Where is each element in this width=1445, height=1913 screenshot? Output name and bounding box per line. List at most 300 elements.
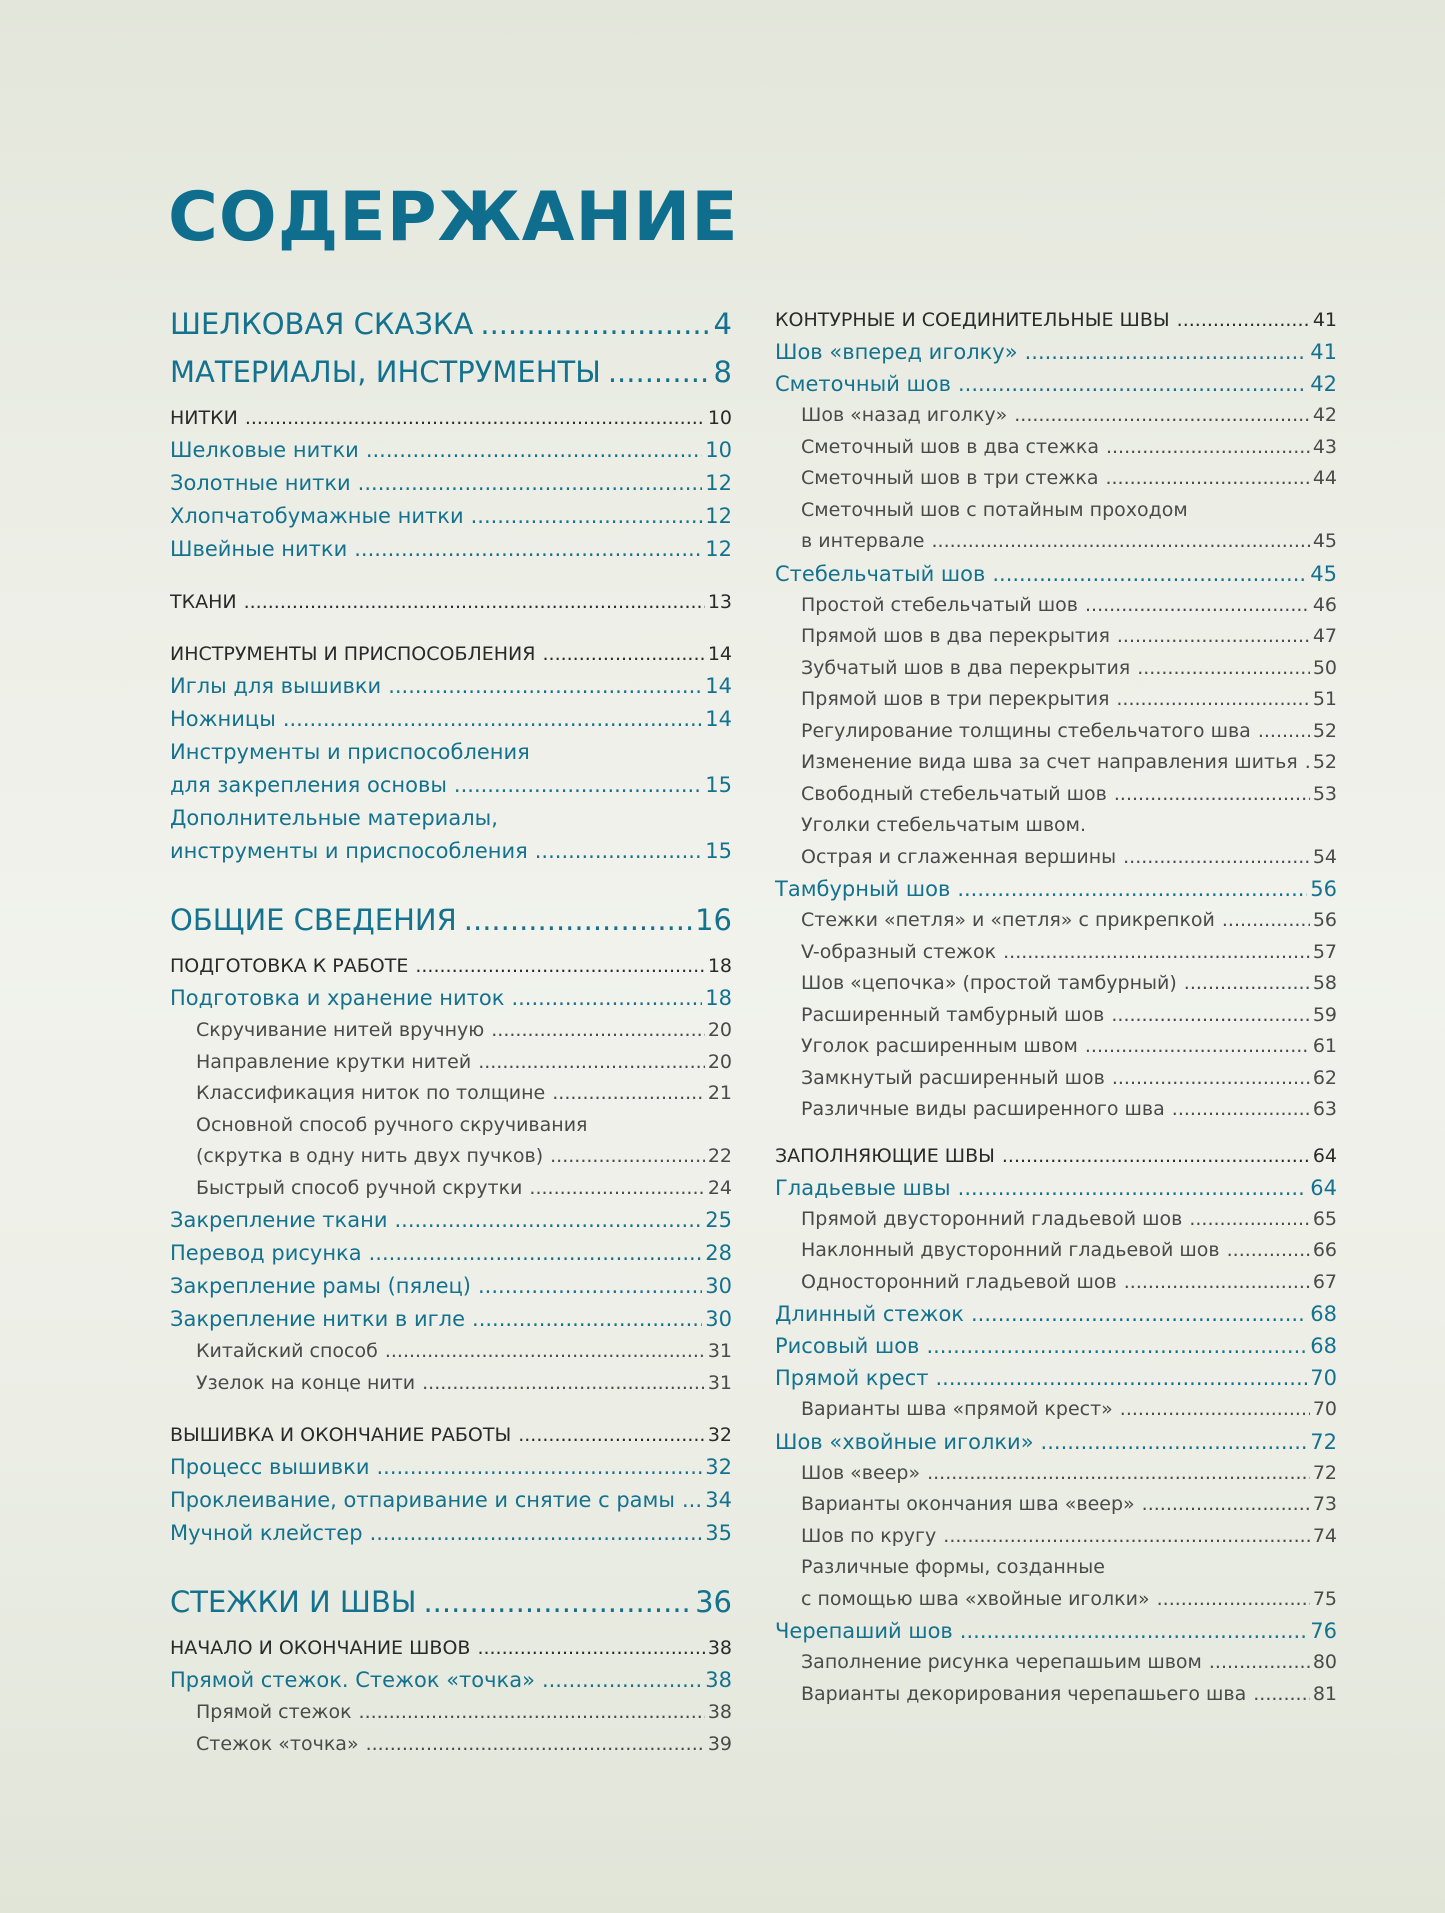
- toc-entry-sub[interactable]: [775, 842, 1337, 874]
- dot-leader: [1025, 336, 1308, 368]
- toc-entry-sub[interactable]: [775, 400, 1337, 432]
- toc-entry-title: Классификация ниток по толщине: [196, 1082, 546, 1104]
- toc-page-number: 68: [1310, 1302, 1337, 1326]
- toc-entry-title: Иглы для вышивки: [170, 674, 382, 698]
- toc-entry-title: Заполнение рисунка черепашьим швом: [801, 1651, 1202, 1673]
- dot-leader: [354, 533, 702, 566]
- dot-leader: [1003, 937, 1310, 969]
- dot-leader: [529, 1173, 704, 1205]
- toc-entry-sub[interactable]: [775, 905, 1337, 937]
- toc-entry-title: ПОДГОТОВКА К РАБОТЕ: [170, 955, 409, 977]
- toc-entry-title: Процесс вышивки: [170, 1455, 370, 1479]
- toc-entry-major[interactable]: [170, 1578, 732, 1626]
- toc-page-number: 38: [707, 1637, 732, 1659]
- dot-leader: [1305, 747, 1310, 779]
- dot-leader: [1116, 684, 1309, 716]
- toc-entry-sub[interactable]: [775, 1094, 1337, 1126]
- toc-entry-title: Острая и сглаженная вершины: [801, 845, 1117, 868]
- dot-leader: [359, 1697, 705, 1729]
- spacer: [170, 1399, 732, 1413]
- toc-entry-sub[interactable]: [775, 1031, 1337, 1063]
- toc-entry-sub[interactable]: [775, 463, 1337, 495]
- toc-entry-title: (скрутка в одну нить двух пучков): [196, 1145, 544, 1167]
- toc-page-number: 12: [705, 471, 732, 495]
- toc-entry-sub[interactable]: [170, 1173, 732, 1205]
- dot-leader: [935, 1362, 1307, 1394]
- dot-leader: [358, 467, 703, 500]
- toc-page-number: 45: [1310, 561, 1337, 586]
- dot-leader: [1111, 1000, 1309, 1032]
- toc-entry-topic[interactable]: [170, 769, 732, 802]
- toc-page-number: 64: [1310, 1175, 1337, 1200]
- dot-leader: [1137, 653, 1310, 685]
- toc-entry-title: ЗАПОЛНЯЮЩИЕ ШВЫ: [775, 1144, 995, 1167]
- dot-leader: [926, 1330, 1307, 1362]
- toc-entry-title: ТКАНИ: [170, 591, 237, 613]
- spacer: [775, 1126, 1337, 1140]
- toc-entry-title: Шов по кругу: [801, 1524, 937, 1547]
- toc-page-number: 41: [1312, 309, 1337, 331]
- dot-leader: [608, 348, 711, 396]
- dot-leader: [477, 1632, 704, 1664]
- toc-entry-title: Стежки «петля» и «петля» с прикрепкой: [801, 909, 1215, 931]
- toc-entry-title: Расширенный тамбурный шов: [801, 1003, 1105, 1026]
- dot-leader: [366, 1729, 705, 1761]
- toc-entry-topic[interactable]: [775, 368, 1337, 400]
- toc-page-number: 62: [1312, 1066, 1337, 1089]
- dot-leader: [1117, 621, 1310, 653]
- toc-page-number: 39: [707, 1732, 732, 1755]
- toc-entry-title: Закрепление рамы (пялец): [170, 1274, 471, 1298]
- toc-page-number: 22: [707, 1145, 732, 1167]
- dot-leader: [682, 1484, 702, 1517]
- toc-page-number: 20: [707, 1019, 732, 1041]
- toc-page-number: 31: [707, 1340, 732, 1362]
- toc-entry-sub[interactable]: [775, 1063, 1337, 1095]
- spacer: [170, 618, 732, 632]
- toc-entry-topic[interactable]: [170, 533, 732, 566]
- dot-leader: [1085, 590, 1310, 622]
- toc-entry-title: МАТЕРИАЛЫ, ИНСТРУМЕНТЫ: [170, 355, 601, 389]
- toc-entry-title: КОНТУРНЫЕ И СОЕДИНИТЕЛЬНЫЕ ШВЫ: [775, 309, 1170, 331]
- dot-leader: [1002, 1140, 1310, 1172]
- toc-entry-topic[interactable]: [170, 500, 732, 533]
- toc-entry-topic[interactable]: [170, 982, 732, 1015]
- toc-entry-sub[interactable]: [170, 1141, 732, 1173]
- toc-entry-section[interactable]: [170, 586, 732, 618]
- toc-page-number: 76: [1310, 1619, 1337, 1643]
- toc-left-column: [170, 300, 732, 1760]
- toc-page-number: 63: [1312, 1098, 1337, 1120]
- dot-leader: [478, 1270, 702, 1303]
- dot-leader: [1258, 716, 1310, 748]
- page-title: СОДЕРЖАНИЕ: [168, 178, 739, 257]
- toc-entry-sub[interactable]: [775, 1235, 1337, 1267]
- dot-leader: [1227, 1235, 1310, 1267]
- dot-leader: [518, 1419, 705, 1451]
- toc-page-number: 72: [1310, 1429, 1337, 1454]
- toc-entry-title: ОБЩИЕ СВЕДЕНИЯ: [170, 903, 457, 937]
- toc-entry-title: Прямой шов в два перекрытия: [801, 625, 1110, 647]
- toc-entry-sub[interactable]: [775, 716, 1337, 748]
- dot-leader: [1209, 1647, 1310, 1679]
- toc-entry-title: Рисовый шов: [775, 1334, 920, 1358]
- toc-entry-title: Узелок на конце нити: [196, 1371, 416, 1394]
- dot-leader: [394, 1204, 702, 1237]
- toc-page-number: 32: [707, 1424, 732, 1446]
- toc-page-number: 44: [1312, 467, 1337, 489]
- dot-leader: [454, 769, 702, 802]
- dot-leader: [1172, 1094, 1310, 1126]
- toc-entry-title: Односторонний гладьевой шов: [801, 1270, 1117, 1293]
- toc-entry-title: Сметочный шов: [775, 372, 951, 396]
- toc-entry-major[interactable]: [170, 896, 732, 944]
- toc-entry-sub[interactable]: [775, 937, 1337, 969]
- toc-page-number: 30: [705, 1307, 732, 1331]
- toc-entry-title: Ножницы: [170, 707, 276, 731]
- dot-leader: [957, 873, 1307, 905]
- toc-entry-sub[interactable]: [775, 1521, 1337, 1553]
- toc-entry-title: Закрепление ткани: [170, 1208, 388, 1232]
- toc-entry-topic[interactable]: [775, 1298, 1337, 1330]
- dot-leader: [1189, 1204, 1309, 1236]
- toc-entry-title: Перевод рисунка: [170, 1241, 362, 1265]
- toc-entry-title: Стежок «точка»: [196, 1732, 359, 1755]
- toc-page-number: 68: [1310, 1334, 1337, 1358]
- dot-leader: [423, 1578, 692, 1626]
- dot-leader: [1105, 463, 1309, 495]
- toc-entry-section[interactable]: [775, 1140, 1337, 1172]
- toc-entry-title: Шов «цепочка» (простой тамбурный): [801, 972, 1177, 994]
- toc-entry-sub[interactable]: [775, 810, 1337, 842]
- toc-page-number: 41: [1310, 340, 1337, 364]
- toc-entry-topic[interactable]: [170, 670, 732, 703]
- dot-leader: [511, 982, 702, 1015]
- toc-entry-sub[interactable]: [775, 432, 1337, 464]
- toc-page-number: 52: [1312, 719, 1337, 742]
- toc-page-number: 57: [1312, 940, 1337, 963]
- toc-page-number: 18: [707, 955, 732, 977]
- toc-entry-sub[interactable]: [775, 526, 1337, 558]
- dot-leader: [1041, 1426, 1308, 1458]
- toc-entry-title: Черепаший шов: [775, 1619, 953, 1643]
- toc-entry-title: Уголок расширенным швом: [801, 1035, 1078, 1057]
- toc-entry-sub[interactable]: [775, 1584, 1337, 1616]
- toc-entry-title: Замкнутый расширенный шов: [801, 1066, 1105, 1089]
- toc-entry-title: Шелковые нитки: [170, 438, 359, 462]
- toc-entry-title: Быстрый способ ручной скрутки: [196, 1176, 523, 1199]
- dot-leader: [283, 703, 702, 736]
- toc-entry-title: Направление крутки нитей: [196, 1050, 472, 1073]
- toc-entry-sub[interactable]: [775, 779, 1337, 811]
- dot-leader: [369, 1237, 703, 1270]
- toc-entry-title: Наклонный двусторонний гладьевой шов: [801, 1239, 1220, 1261]
- dot-leader: [472, 1303, 702, 1336]
- dot-leader: [550, 1141, 705, 1173]
- spacer: [170, 566, 732, 580]
- toc-page-number: 36: [695, 1585, 732, 1619]
- toc-page-number: 24: [707, 1176, 732, 1199]
- toc-page-number: 70: [1310, 1366, 1337, 1390]
- toc-entry-title: Шов «назад иголку»: [801, 404, 1008, 426]
- toc-page-number: 30: [705, 1274, 732, 1298]
- dot-leader: [960, 1615, 1307, 1647]
- toc-entry-sub[interactable]: [775, 1679, 1337, 1711]
- toc-entry-sub[interactable]: [170, 1697, 732, 1729]
- toc-entry-title: Длинный стежок: [775, 1302, 964, 1326]
- spacer: [170, 868, 732, 896]
- toc-entry-topic[interactable]: [170, 1303, 732, 1336]
- dot-leader: [478, 1047, 705, 1079]
- toc-entry-title: V-образный стежок: [801, 940, 997, 963]
- toc-entry-title: Сметочный шов в два стежка: [801, 435, 1099, 458]
- dot-leader: [542, 1664, 702, 1697]
- toc-page-number: 35: [705, 1521, 732, 1545]
- toc-page-number: 61: [1312, 1035, 1337, 1057]
- toc-page-number: 64: [1312, 1144, 1337, 1167]
- dot-leader: [971, 1298, 1307, 1330]
- toc-page-number: 13: [707, 591, 732, 613]
- toc-page-number: 70: [1312, 1398, 1337, 1420]
- dot-leader: [471, 500, 703, 533]
- toc-entry-title: для закрепления основы: [170, 773, 447, 797]
- toc-entry-sub[interactable]: [775, 747, 1337, 779]
- toc-entry-title: Изменение вида шва за счет направления шитья: [801, 751, 1298, 773]
- toc-page-number: 8: [713, 355, 732, 389]
- spacer: [170, 1550, 732, 1578]
- toc-entry-title: Дополнительные материалы,: [170, 806, 498, 830]
- toc-entry-title: Шов «вперед иголку»: [775, 340, 1018, 364]
- dot-leader: [491, 1015, 705, 1047]
- toc-entry-topic[interactable]: [775, 1426, 1337, 1458]
- toc-entry-title: Мучной клейстер: [170, 1521, 363, 1545]
- toc-entry-topic[interactable]: [170, 467, 732, 500]
- dot-leader: [1114, 779, 1310, 811]
- toc-entry-title: НИТКИ: [170, 407, 238, 429]
- dot-leader: [422, 1368, 705, 1400]
- toc-entry-title: Зубчатый шов в два перекрытия: [801, 656, 1131, 679]
- toc-page-number: 46: [1312, 593, 1337, 616]
- toc-entry-sub[interactable]: [775, 621, 1337, 653]
- toc-page-number: 56: [1312, 909, 1337, 931]
- dot-leader: [1253, 1679, 1310, 1711]
- toc-page-number: 14: [705, 674, 732, 698]
- toc-entry-topic[interactable]: [775, 1362, 1337, 1394]
- toc-page-number: 47: [1312, 625, 1337, 647]
- toc-entry-sub[interactable]: [170, 1368, 732, 1400]
- toc-entry-section[interactable]: [170, 1632, 732, 1664]
- toc-entry-topic[interactable]: [170, 835, 732, 868]
- toc-entry-sub[interactable]: [775, 1647, 1337, 1679]
- dot-leader: [958, 1172, 1308, 1204]
- toc-entry-topic[interactable]: [170, 1484, 732, 1517]
- toc-page-number: 16: [695, 903, 732, 937]
- toc-entry-section[interactable]: [775, 304, 1337, 336]
- toc-entry-title: Основной способ ручного скручивания: [196, 1113, 588, 1136]
- dot-leader: [943, 1521, 1310, 1553]
- toc-entry-title: ШЕЛКОВАЯ СКАЗКА: [170, 307, 474, 341]
- toc-page-number: 21: [707, 1082, 732, 1104]
- toc-page-number: 31: [707, 1371, 732, 1394]
- toc-page-number: 45: [1312, 530, 1337, 552]
- dot-leader: [370, 1517, 703, 1550]
- dot-leader: [1142, 1489, 1310, 1521]
- dot-leader: [385, 1336, 705, 1368]
- toc-entry-topic[interactable]: [170, 1451, 732, 1484]
- toc-entry-topic[interactable]: [170, 802, 732, 835]
- toc-page-number: 80: [1312, 1651, 1337, 1673]
- dot-leader: [932, 526, 1310, 558]
- toc-entry-title: с помощью шва «хвойные иголки»: [801, 1587, 1150, 1610]
- toc-page-number: 12: [705, 504, 732, 528]
- toc-entry-topic[interactable]: [170, 1664, 732, 1697]
- toc-page-number: 50: [1312, 656, 1337, 679]
- toc-entry-title: Закрепление нитки в игле: [170, 1307, 466, 1331]
- toc-entry-title: Варианты декорирования черепашьего шва: [801, 1682, 1247, 1705]
- toc-page-number: 52: [1312, 751, 1337, 773]
- toc-right-column: [775, 304, 1337, 1710]
- toc-entry-title: Простой стебельчатый шов: [801, 593, 1078, 616]
- toc-page-number: 12: [705, 537, 732, 561]
- toc-entry-title: Прямой крест: [775, 1366, 929, 1390]
- toc-entry-sub[interactable]: [775, 653, 1337, 685]
- toc-page-number: 43: [1312, 435, 1337, 458]
- toc-entry-sub[interactable]: [775, 968, 1337, 1000]
- toc-entry-topic[interactable]: [775, 1330, 1337, 1362]
- toc-entry-title: Сметочный шов в три стежка: [801, 467, 1099, 489]
- toc-entry-sub[interactable]: [170, 1015, 732, 1047]
- toc-page-number: 42: [1310, 372, 1337, 396]
- toc-entry-title: Прямой стежок. Стежок «точка»: [170, 1668, 535, 1692]
- toc-entry-topic[interactable]: [775, 1172, 1337, 1204]
- toc-entry-title: Золотные нитки: [170, 471, 351, 495]
- toc-entry-sub[interactable]: [775, 1552, 1337, 1584]
- toc-page-number: 15: [705, 839, 732, 863]
- toc-entry-topic[interactable]: [775, 873, 1337, 905]
- toc-page-number: 65: [1312, 1207, 1337, 1230]
- toc-entry-title: Регулирование толщины стебельчатого шва: [801, 719, 1251, 742]
- toc-entry-topic[interactable]: [170, 1517, 732, 1550]
- toc-entry-title: Уголки стебельчатым швом.: [801, 814, 1087, 836]
- toc-entry-title: Инструменты и приспособления: [170, 740, 530, 764]
- dot-leader: [1124, 1267, 1310, 1299]
- toc-entry-section[interactable]: [170, 402, 732, 434]
- dot-leader: [958, 368, 1307, 400]
- toc-entry-major[interactable]: [170, 348, 732, 396]
- toc-entry-sub[interactable]: [775, 1458, 1337, 1490]
- toc-entry-section[interactable]: [170, 638, 732, 670]
- toc-entry-title: Китайский способ: [196, 1340, 378, 1362]
- dot-leader: [480, 300, 710, 348]
- toc-page-number: 14: [707, 643, 732, 665]
- toc-page-number: 53: [1312, 782, 1337, 805]
- dot-leader: [542, 638, 704, 670]
- dot-leader: [245, 402, 705, 434]
- toc-entry-title: Прямой стежок: [196, 1701, 352, 1723]
- toc-page-number: 14: [705, 707, 732, 731]
- toc-entry-sub[interactable]: [775, 1204, 1337, 1236]
- toc-entry-title: Различные формы, созданные: [801, 1556, 1105, 1578]
- toc-entry-sub[interactable]: [170, 1729, 732, 1761]
- toc-entry-sub[interactable]: [775, 684, 1337, 716]
- toc-entry-title: Швейные нитки: [170, 537, 348, 561]
- toc-entry-sub[interactable]: [775, 1000, 1337, 1032]
- toc-page-number: 38: [707, 1701, 732, 1723]
- toc-entry-section[interactable]: [170, 950, 732, 982]
- toc-entry-sub[interactable]: [775, 1489, 1337, 1521]
- toc-entry-topic[interactable]: [170, 703, 732, 736]
- toc-page-number: 32: [705, 1455, 732, 1479]
- toc-entry-sub[interactable]: [170, 1078, 732, 1110]
- toc-entry-title: Стебельчатый шов: [775, 561, 986, 586]
- dot-leader: [244, 586, 705, 618]
- toc-page-number: 51: [1312, 688, 1337, 710]
- toc-page-number: 18: [705, 986, 732, 1010]
- toc-entry-sub[interactable]: [775, 1394, 1337, 1426]
- dot-leader: [366, 434, 702, 467]
- toc-entry-sub[interactable]: [170, 1336, 732, 1368]
- toc-entry-topic[interactable]: [775, 336, 1337, 368]
- toc-page-number: 54: [1312, 845, 1337, 868]
- toc-entry-topic[interactable]: [170, 736, 732, 769]
- toc-entry-sub[interactable]: [775, 1267, 1337, 1299]
- toc-entry-title: ИНСТРУМЕНТЫ И ПРИСПОСОБЛЕНИЯ: [170, 643, 536, 665]
- toc-page-number: 59: [1312, 1003, 1337, 1026]
- toc-entry-title: Сметочный шов с потайным проходом: [801, 498, 1188, 521]
- toc-entry-title: Шов «хвойные иголки»: [775, 1429, 1034, 1454]
- toc-entry-sub[interactable]: [775, 590, 1337, 622]
- toc-page-number: 58: [1312, 972, 1337, 994]
- toc-page-number: 73: [1312, 1493, 1337, 1515]
- toc-entry-title: в интервале: [801, 530, 925, 552]
- toc-page-number: 72: [1312, 1461, 1337, 1484]
- toc-page-number: 81: [1312, 1682, 1337, 1705]
- toc-page-number: 66: [1312, 1239, 1337, 1261]
- dot-leader: [1106, 432, 1310, 464]
- toc-entry-topic[interactable]: [170, 1204, 732, 1237]
- dot-leader: [376, 1451, 702, 1484]
- dot-leader: [1120, 1394, 1310, 1426]
- dot-leader: [1014, 400, 1310, 432]
- toc-page-number: 56: [1310, 877, 1337, 901]
- dot-leader: [992, 558, 1307, 590]
- dot-leader: [1085, 1031, 1310, 1063]
- toc-entry-topic[interactable]: [170, 1270, 732, 1303]
- toc-entry-title: Скручивание нитей вручную: [196, 1019, 485, 1041]
- toc-entry-title: НАЧАЛО И ОКОНЧАНИЕ ШВОВ: [170, 1637, 471, 1659]
- dot-leader: [927, 1458, 1310, 1490]
- toc-entry-title: Свободный стебельчатый шов: [801, 782, 1107, 805]
- toc-entry-major[interactable]: [170, 300, 732, 348]
- toc-entry-section[interactable]: [170, 1419, 732, 1451]
- toc-page-number: 20: [707, 1050, 732, 1073]
- toc-entry-topic[interactable]: [170, 1237, 732, 1270]
- toc-entry-title: Варианты шва «прямой крест»: [801, 1398, 1113, 1420]
- dot-leader: [1222, 905, 1310, 937]
- toc-entry-sub[interactable]: [170, 1047, 732, 1079]
- toc-page-number: 74: [1312, 1524, 1337, 1547]
- toc-entry-title: Тамбурный шов: [775, 877, 951, 901]
- dot-leader: [464, 896, 692, 944]
- toc-entry-sub[interactable]: [775, 495, 1337, 527]
- toc-entry-sub[interactable]: [170, 1110, 732, 1142]
- toc-entry-topic[interactable]: [775, 558, 1337, 590]
- toc-page-number: 10: [707, 407, 732, 429]
- toc-entry-title: Прямой двусторонний гладьевой шов: [801, 1207, 1183, 1230]
- toc-entry-topic[interactable]: [775, 1615, 1337, 1647]
- toc-entry-topic[interactable]: [170, 434, 732, 467]
- toc-entry-title: ВЫШИВКА И ОКОНЧАНИЕ РАБОТЫ: [170, 1424, 512, 1446]
